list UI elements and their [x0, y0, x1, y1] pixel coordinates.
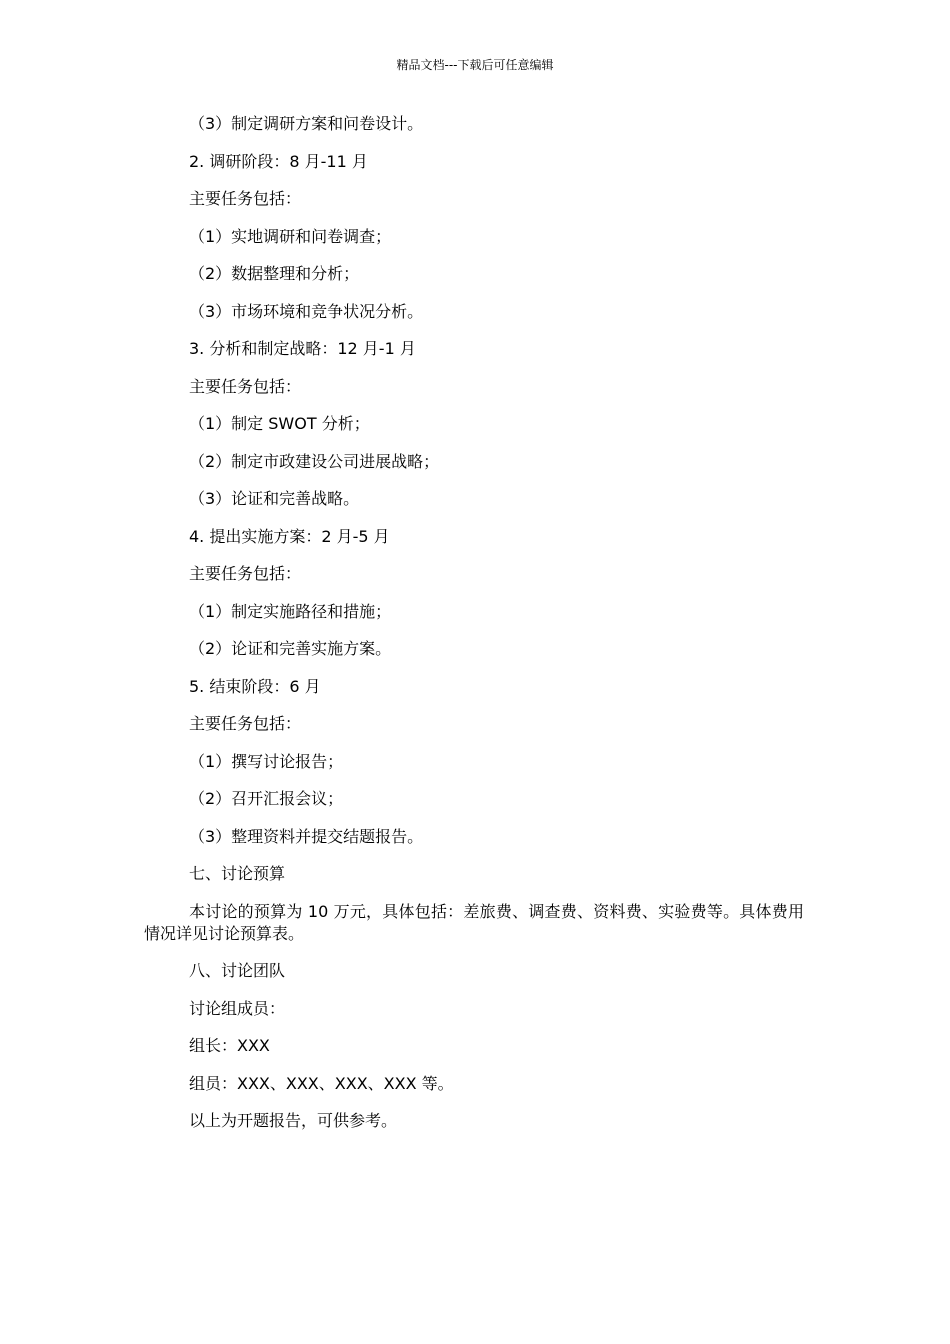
section-heading: 3. 分析和制定战略：12 月-1 月 [189, 339, 416, 358]
list-item: （2）召开汇报会议； [189, 789, 344, 808]
list-item: （1）撰写讨论报告； [189, 751, 344, 771]
list-item: （3）市场环境和竞争状况分析。 [189, 301, 424, 321]
task-intro: 主要任务包括： [189, 714, 302, 733]
task-intro: 主要任务包括： [189, 376, 302, 396]
task-intro: 主要任务包括： [189, 564, 302, 583]
list-item: （2）数据整理和分析； [189, 264, 360, 283]
section-heading: 2. 调研阶段：8 月-11 月 [189, 151, 368, 171]
list-item: （2）制定市政建设公司进展战略； [189, 451, 440, 471]
list-item: （1）制定实施路径和措施； [189, 601, 392, 621]
team-members-label: 讨论组成员： [189, 998, 286, 1018]
team-leader: 组长：XXX [189, 1036, 270, 1055]
task-intro: 主要任务包括： [189, 189, 302, 208]
chapter-heading: 八、讨论团队 [189, 961, 286, 980]
list-item: （2）论证和完善实施方案。 [189, 639, 392, 658]
page-header: 精品文档---下载后可任意编辑 [396, 58, 554, 72]
section-heading: 4. 提出实施方案：2 月-5 月 [189, 526, 390, 546]
list-item: （3）制定调研方案和问卷设计。 [189, 114, 424, 133]
team-members: 组员：XXX、XXX、XXX、XXX 等。 [189, 1073, 454, 1093]
budget-paragraph: 本讨论的预算为 10 万元，具体包括：差旅费、调查费、资料费、实验费等。具体费用情况详见讨论预算表。 [144, 901, 804, 943]
list-item: （3）整理资料并提交结题报告。 [189, 826, 424, 846]
list-item: （3）论证和完善战略。 [189, 489, 360, 508]
list-item: （1）制定 SWOT 分析； [189, 414, 370, 433]
list-item: （1）实地调研和问卷调查； [189, 226, 392, 246]
closing-line: 以上为开题报告，可供参考。 [189, 1111, 398, 1130]
section-heading: 5. 结束阶段：6 月 [189, 676, 321, 696]
document-body [144, 113, 804, 1148]
chapter-heading: 七、讨论预算 [189, 864, 286, 883]
